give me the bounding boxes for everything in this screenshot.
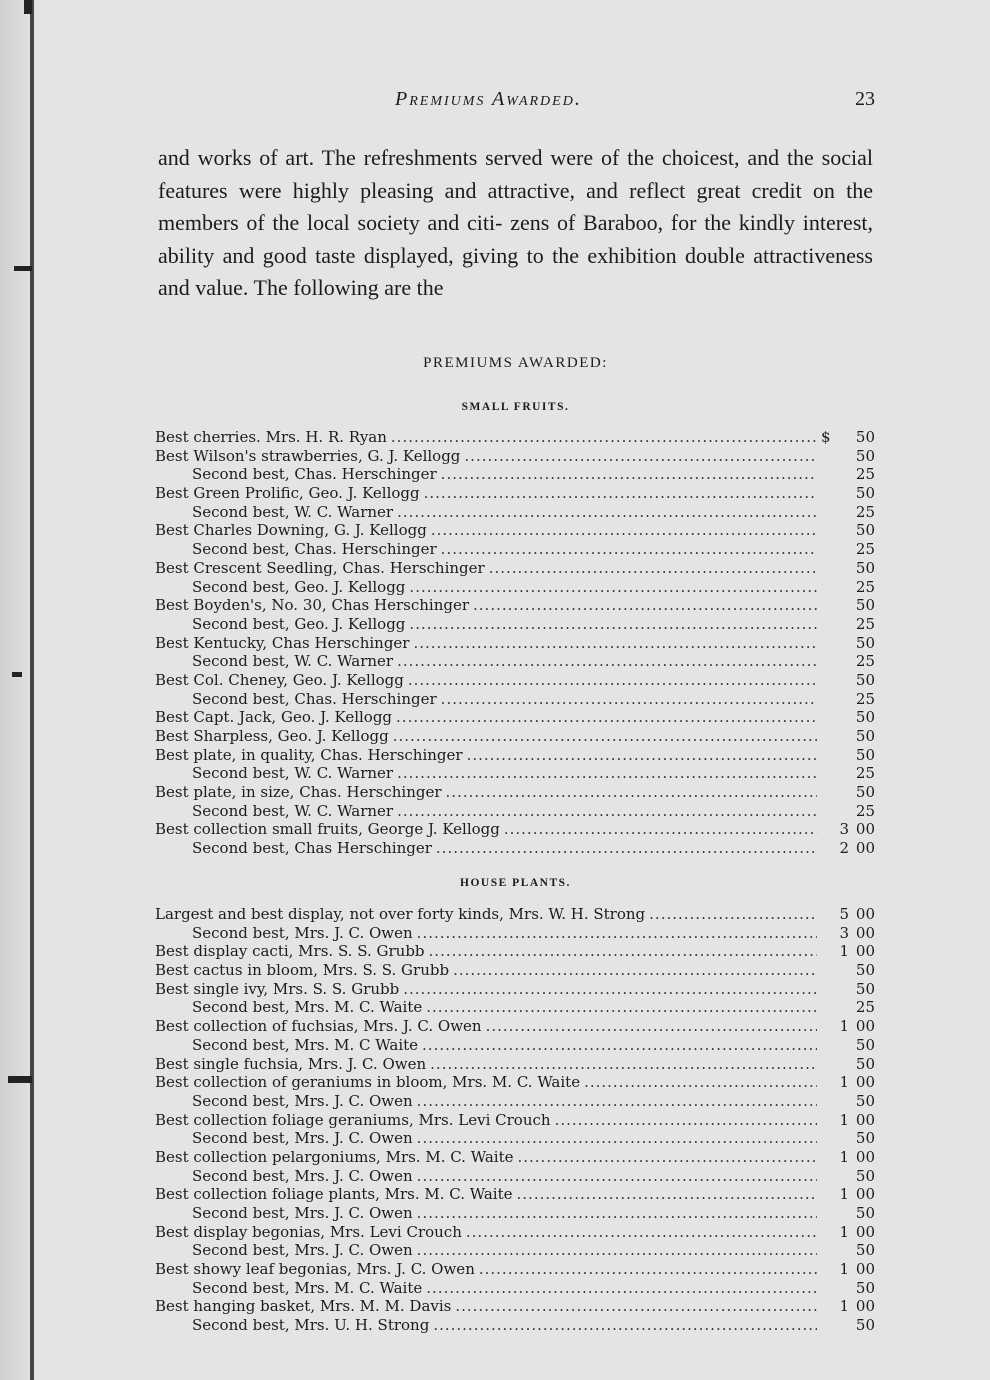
premium-entry <box>155 820 875 839</box>
entry-text: Second best, Chas Herschinger <box>192 839 432 858</box>
amount-cents: 25 <box>855 764 875 783</box>
amount-cents: 50 <box>855 1278 875 1297</box>
running-title: Premiums Awarded. <box>395 88 582 110</box>
amount-dollars: 1 <box>839 1110 849 1129</box>
entry-text: Best single ivy, Mrs. S. S. Grubb <box>155 979 400 998</box>
section-heading-house-plants: HOUSE PLANTS. <box>460 877 571 889</box>
page-binding-edge <box>30 0 34 1380</box>
premium-entry <box>155 1241 875 1260</box>
entry-text: Best cherries. Mrs. H. R. Ryan <box>155 428 387 446</box>
premium-entry <box>155 783 875 802</box>
dot-leader <box>397 652 817 671</box>
premium-entry <box>155 1111 875 1130</box>
entry-text: Best collection small fruits, George J. Kellogg <box>155 820 500 839</box>
amount-cents: 00 <box>855 942 875 961</box>
premium-entry <box>155 503 875 522</box>
dot-leader <box>408 671 817 690</box>
amount-cents: 50 <box>855 670 875 689</box>
entry-text: Second best, Chas. Herschinger <box>192 465 437 484</box>
premium-entry <box>155 428 875 447</box>
premium-entry <box>155 924 875 943</box>
amount-dollars: 1 <box>839 1297 849 1316</box>
amount-dollars: 1 <box>839 1073 849 1092</box>
dot-leader <box>479 1260 817 1279</box>
premium-entry <box>155 998 875 1017</box>
amount-cents: 00 <box>855 1110 875 1129</box>
dot-leader <box>466 1223 817 1242</box>
premium-entry <box>155 980 875 999</box>
amount-cents: 50 <box>855 1091 875 1110</box>
dot-leader <box>464 447 817 466</box>
premium-entry <box>155 690 875 709</box>
amount-cents: 00 <box>855 1073 875 1092</box>
entry-text: Second best, W. C. Warner <box>192 801 394 820</box>
premium-entry <box>155 1017 875 1036</box>
dot-leader <box>584 1073 817 1092</box>
dot-leader <box>446 783 817 802</box>
amount-cents: 25 <box>855 465 875 484</box>
dot-leader <box>417 1241 817 1260</box>
dot-leader <box>433 1316 817 1335</box>
entry-text: Best Kentucky, Chas Herschinger <box>155 633 410 652</box>
premium-entry <box>155 1036 875 1055</box>
entry-text: Best collection of geraniums in bloom, Mrs. M. C. Waite <box>155 1073 581 1092</box>
premium-entry <box>155 521 875 540</box>
premium-entry <box>155 1223 875 1242</box>
small-fruits-list <box>155 428 875 858</box>
dot-leader <box>504 820 817 839</box>
amount-cents: 00 <box>855 1222 875 1241</box>
amount-dollars: 5 <box>839 905 849 923</box>
dot-leader <box>430 1055 817 1074</box>
entry-text: Second best, Chas. Herschinger <box>192 689 437 708</box>
amount-cents: 00 <box>855 905 875 923</box>
page-binding-shadow <box>0 0 30 1380</box>
amount-cents: 00 <box>855 1260 875 1279</box>
entry-text: Second best, W. C. Warner <box>192 652 394 671</box>
entry-text: Second best, Mrs. M. C Waite <box>192 1035 419 1054</box>
dot-leader <box>417 924 817 943</box>
amount-cents: 25 <box>855 652 875 671</box>
premium-entry <box>155 1073 875 1092</box>
premium-entry <box>155 634 875 653</box>
entry-text: Best plate, in size, Chas. Herschinger <box>155 783 442 802</box>
entry-text: Second best, Geo. J. Kellogg <box>192 614 406 633</box>
dot-leader <box>453 961 817 980</box>
amount-dollars: 1 <box>839 1222 849 1241</box>
premium-entry <box>155 942 875 961</box>
amount-cents: 50 <box>855 1241 875 1260</box>
premium-entry <box>155 596 875 615</box>
dot-leader <box>396 708 817 727</box>
amount-dollars: 2 <box>839 839 849 858</box>
amount-cents: 25 <box>855 540 875 559</box>
amount-cents: 25 <box>855 614 875 633</box>
amount-cents: 50 <box>855 1035 875 1054</box>
premium-entry <box>155 1297 875 1316</box>
premium-entry <box>155 1185 875 1204</box>
dot-leader <box>417 1167 817 1186</box>
dot-leader <box>473 596 817 615</box>
amount-cents: 50 <box>855 783 875 802</box>
amount-cents: 00 <box>855 1185 875 1204</box>
dot-leader <box>441 465 817 484</box>
dot-leader <box>403 980 817 999</box>
dot-leader <box>517 1185 817 1204</box>
entry-text: Best Boyden's, No. 30, Chas Herschinger <box>155 596 470 615</box>
section-heading-small-fruits: SMALL FRUITS. <box>461 401 570 413</box>
entry-text: Second best, Mrs. J. C. Owen <box>192 1091 413 1110</box>
amount-cents: 50 <box>855 596 875 615</box>
page-number: 23 <box>855 88 875 110</box>
entry-text: Best Crescent Seedling, Chas. Herschinger <box>155 558 485 577</box>
premium-entry <box>155 465 875 484</box>
dot-leader <box>429 942 817 961</box>
entry-text: Second best, Mrs. J. C. Owen <box>192 1241 413 1260</box>
dot-leader <box>517 1148 817 1167</box>
binding-mark <box>8 1076 32 1083</box>
premium-entry <box>155 1316 875 1335</box>
entry-text: Largest and best display, not over forty kinds, Mrs. W. H. Strong <box>155 905 646 923</box>
dot-leader <box>409 578 817 597</box>
dot-leader <box>467 746 817 765</box>
premium-entry <box>155 764 875 783</box>
premium-entry <box>155 839 875 858</box>
dot-leader <box>426 998 817 1017</box>
amount-cents: 50 <box>855 745 875 764</box>
entry-text: Second best, Mrs. J. C. Owen <box>192 1166 413 1185</box>
amount-cents: 50 <box>855 1054 875 1073</box>
amount-cents: 00 <box>855 1017 875 1036</box>
entry-text: Second best, W. C. Warner <box>192 764 394 783</box>
amount-dollars: 1 <box>839 1147 849 1166</box>
amount-cents: 50 <box>855 979 875 998</box>
premium-entry <box>155 1167 875 1186</box>
amount-cents: 50 <box>855 428 875 446</box>
dot-leader <box>422 1036 817 1055</box>
entry-text: Second best, W. C. Warner <box>192 502 394 521</box>
amount-cents: 00 <box>855 1297 875 1316</box>
premium-entry <box>155 559 875 578</box>
dot-leader <box>424 484 817 503</box>
premium-entry <box>155 447 875 466</box>
dot-leader <box>413 634 817 653</box>
entry-text: Best showy leaf begonias, Mrs. J. C. Owen <box>155 1260 475 1279</box>
amount-cents: 25 <box>855 801 875 820</box>
amount-cents: 50 <box>855 484 875 503</box>
amount-cents: 50 <box>855 1166 875 1185</box>
premium-entry <box>155 961 875 980</box>
premium-entry <box>155 1204 875 1223</box>
binding-mark <box>12 672 22 677</box>
amount-dollars: 1 <box>839 942 849 961</box>
amount-cents: 50 <box>855 708 875 727</box>
running-head <box>395 88 875 114</box>
premium-entry <box>155 1129 875 1148</box>
amount-cents: 50 <box>855 446 875 465</box>
entry-text: Second best, Mrs. M. C. Waite <box>192 998 423 1017</box>
premium-entry <box>155 1148 875 1167</box>
dot-leader <box>417 1204 817 1223</box>
binding-mark <box>14 266 32 271</box>
premium-entry <box>155 1055 875 1074</box>
premium-entry <box>155 905 875 924</box>
amount-cents: 50 <box>855 1204 875 1222</box>
dot-leader <box>649 905 817 924</box>
dot-leader <box>431 521 817 540</box>
amount-cents: 50 <box>855 1129 875 1148</box>
dot-leader <box>486 1017 817 1036</box>
binding-mark <box>24 0 32 14</box>
entry-text: Best Green Prolific, Geo. J. Kellogg <box>155 484 420 503</box>
premium-entry <box>155 578 875 597</box>
entry-text: Best Capt. Jack, Geo. J. Kellogg <box>155 708 393 727</box>
amount-dollars: 3 <box>839 820 849 839</box>
amount-cents: 25 <box>855 502 875 521</box>
amount-cents: 50 <box>855 521 875 540</box>
premium-entry <box>155 1092 875 1111</box>
premium-entry <box>155 484 875 503</box>
premium-entry <box>155 802 875 821</box>
entry-text: Best collection of fuchsias, Mrs. J. C. Owen <box>155 1017 482 1036</box>
premium-entry <box>155 671 875 690</box>
amount-cents: 50 <box>855 961 875 980</box>
premium-entry <box>155 727 875 746</box>
amount-cents: 25 <box>855 577 875 596</box>
intro-paragraph: and works of art. The refreshments served were of the choicest, and the social features were highly pleasing and attractive, and reflect great credit on the members of the local society and citi- zens of Baraboo, for the kindly interest, ability and good taste displayed, giving to the exhibition double attractiveness and value. The following are the <box>158 145 873 300</box>
amount-cents: 50 <box>855 633 875 652</box>
entry-text: Best display cacti, Mrs. S. S. Grubb <box>155 942 425 961</box>
dot-leader <box>455 1297 817 1316</box>
amount-dollars: 1 <box>839 1185 849 1204</box>
entry-text: Best cactus in bloom, Mrs. S. S. Grubb <box>155 961 450 980</box>
amount-cents: 25 <box>855 689 875 708</box>
dot-leader <box>397 764 817 783</box>
dot-leader <box>417 1129 817 1148</box>
premium-entry <box>155 652 875 671</box>
entry-text: Best single fuchsia, Mrs. J. C. Owen <box>155 1054 427 1073</box>
main-heading: PREMIUMS AWARDED: <box>423 355 608 371</box>
entry-text: Best Charles Downing, G. J. Kellogg <box>155 521 427 540</box>
dot-leader <box>441 690 817 709</box>
dot-leader <box>409 615 817 634</box>
dot-leader <box>391 428 817 447</box>
entry-text: Second best, Geo. J. Kellogg <box>192 577 406 596</box>
entry-text: Second best, Mrs. M. C. Waite <box>192 1278 423 1297</box>
amount-cents: 00 <box>855 923 875 942</box>
entry-text: Best plate, in quality, Chas. Herschinger <box>155 745 463 764</box>
premium-entry <box>155 615 875 634</box>
dot-leader <box>393 727 817 746</box>
entry-text: Best collection foliage plants, Mrs. M. C. Waite <box>155 1185 513 1204</box>
entry-text: Second best, Chas. Herschinger <box>192 540 437 559</box>
dot-leader <box>426 1279 817 1298</box>
dot-leader <box>441 540 817 559</box>
premium-entry <box>155 708 875 727</box>
dollar-sign: $ <box>821 428 831 446</box>
amount-cents: 00 <box>855 820 875 839</box>
entry-text: Best display begonias, Mrs. Levi Crouch <box>155 1222 462 1241</box>
amount-cents: 50 <box>855 727 875 745</box>
amount-cents: 00 <box>855 839 875 858</box>
entry-text: Second best, Mrs. J. C. Owen <box>192 1204 413 1222</box>
amount-cents: 50 <box>855 1316 875 1335</box>
premium-entry <box>155 540 875 559</box>
dot-leader <box>417 1092 817 1111</box>
amount-cents: 50 <box>855 558 875 577</box>
entry-text: Best Wilson's strawberries, G. J. Kellogg <box>155 446 461 465</box>
amount-cents: 00 <box>855 1147 875 1166</box>
entry-text: Second best, Mrs. U. H. Strong <box>192 1316 430 1335</box>
amount-dollars: 1 <box>839 1017 849 1036</box>
premium-entry <box>155 1260 875 1279</box>
premium-entry <box>155 1279 875 1298</box>
entry-text: Best collection pelargoniums, Mrs. M. C. Waite <box>155 1147 514 1166</box>
house-plants-list <box>155 905 875 1335</box>
amount-dollars: 3 <box>839 923 849 942</box>
entry-text: Second best, Mrs. J. C. Owen <box>192 1129 413 1148</box>
dot-leader <box>489 559 817 578</box>
dot-leader <box>436 839 817 858</box>
entry-text: Best Sharpless, Geo. J. Kellogg <box>155 727 389 745</box>
entry-text: Best hanging basket, Mrs. M. M. Davis <box>155 1297 452 1316</box>
entry-text: Best Col. Cheney, Geo. J. Kellogg <box>155 670 404 689</box>
entry-text: Second best, Mrs. J. C. Owen <box>192 923 413 942</box>
amount-dollars: 1 <box>839 1260 849 1279</box>
entry-text: Best collection foliage geraniums, Mrs. Levi Crouch <box>155 1110 551 1129</box>
dot-leader <box>397 503 817 522</box>
premium-entry <box>155 746 875 765</box>
dot-leader <box>397 802 817 821</box>
amount-cents: 25 <box>855 998 875 1017</box>
dot-leader <box>555 1111 817 1130</box>
